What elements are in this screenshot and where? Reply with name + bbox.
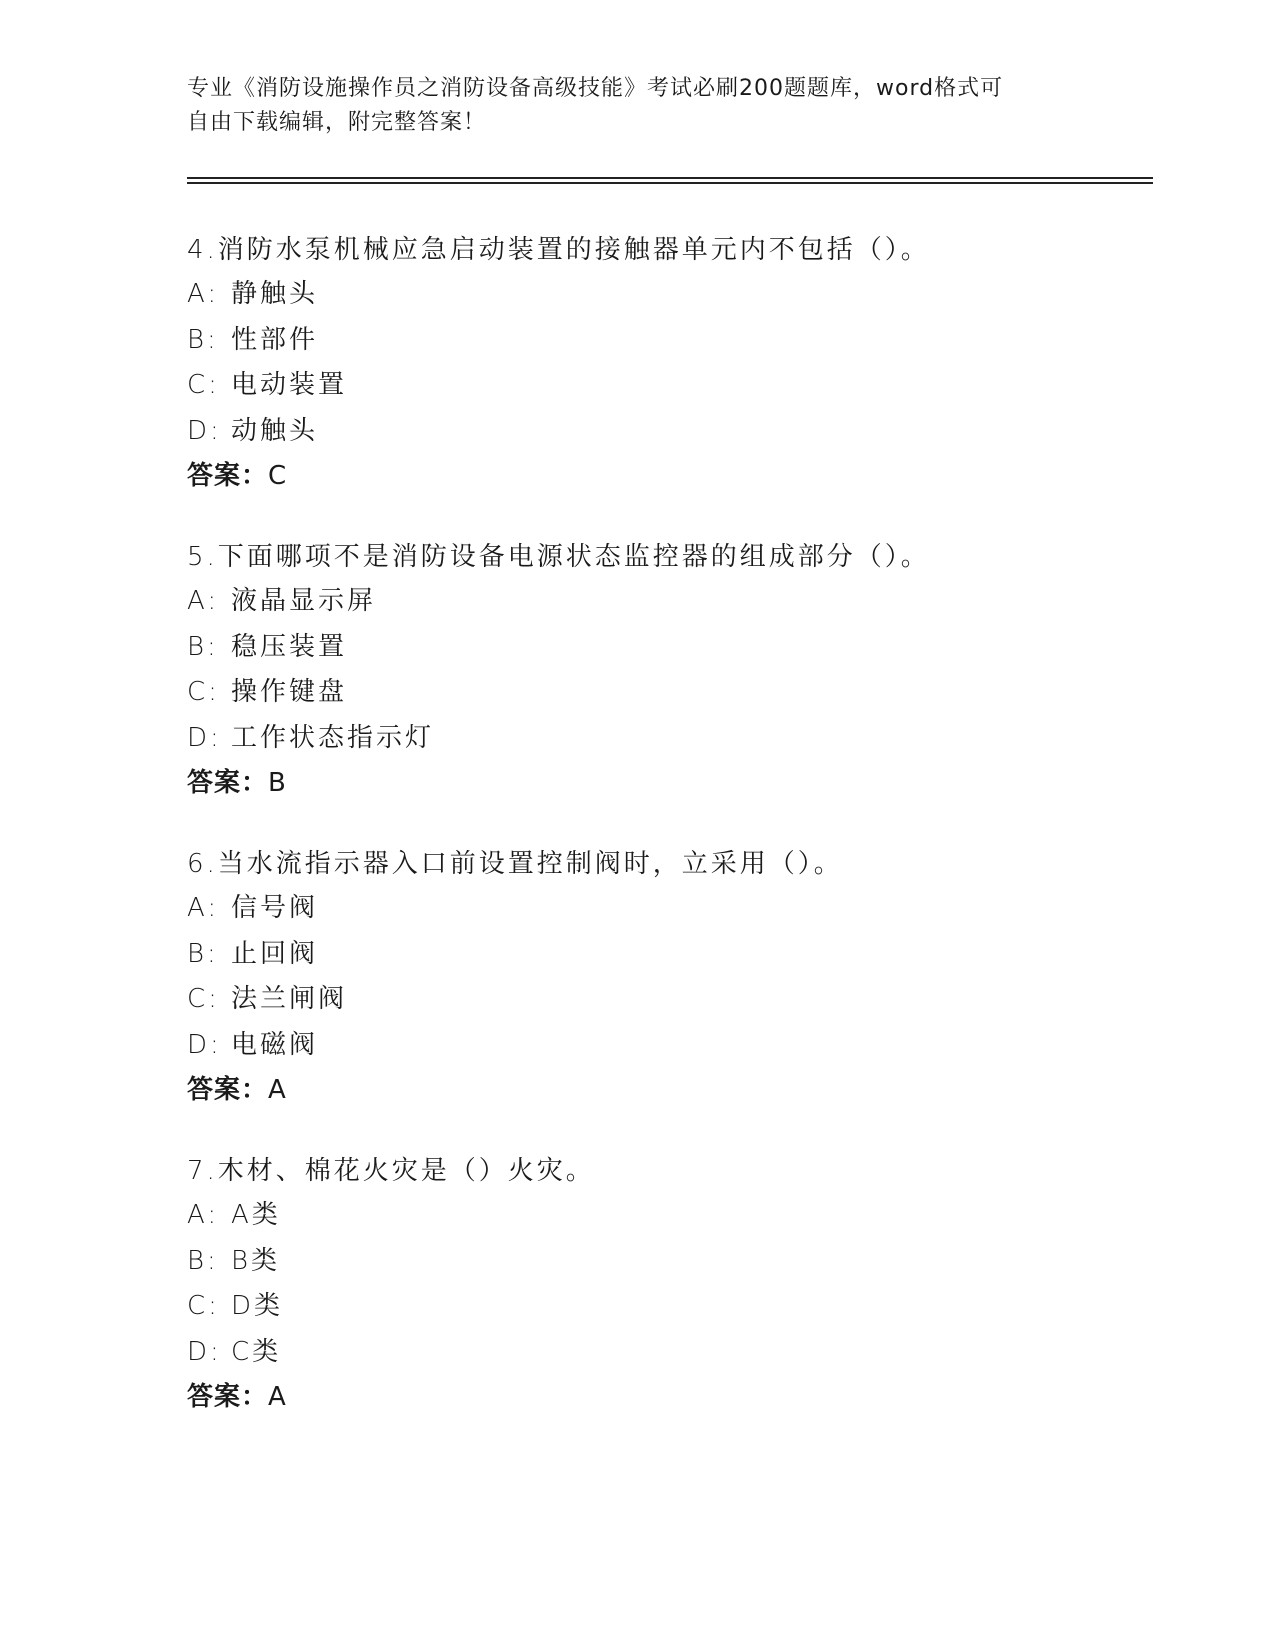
answer-line — [187, 454, 1153, 498]
option-text: 性部件 — [231, 324, 319, 355]
option-d — [187, 1023, 1153, 1069]
option-key: B: — [187, 938, 219, 969]
option-text: B类 — [231, 1245, 281, 1276]
option-key: D: — [187, 1029, 222, 1060]
option-text: 信号阀 — [231, 893, 319, 923]
question-5 — [187, 535, 1153, 805]
option-key: A: — [187, 1200, 220, 1230]
option-b — [187, 932, 1153, 978]
option-key: A: — [187, 279, 220, 309]
answer-value: A — [268, 1382, 287, 1412]
option-text: 静触头 — [231, 279, 319, 309]
answer-line — [187, 761, 1153, 805]
option-key: C: — [187, 370, 220, 400]
answer-value: C — [268, 461, 288, 491]
option-text: 电磁阀 — [231, 1029, 319, 1060]
option-key: D: — [187, 722, 222, 753]
option-key: C: — [187, 984, 220, 1014]
answer-line — [187, 1068, 1153, 1112]
question-title: 4.消防水泵机械应急启动装置的接触器单元内不包括（）。 — [187, 235, 930, 265]
question-title: 7.木材、棉花火灾是（）火灾。 — [187, 1156, 595, 1186]
option-text: 止回阀 — [231, 938, 319, 969]
option-c — [187, 670, 1153, 716]
option-b — [187, 1239, 1153, 1285]
option-a — [187, 1193, 1153, 1239]
option-a — [187, 579, 1153, 625]
option-key: B: — [187, 324, 219, 355]
option-a — [187, 886, 1153, 932]
option-key: D: — [187, 415, 222, 446]
option-d — [187, 1330, 1153, 1376]
question-4 — [187, 228, 1153, 498]
question-6 — [187, 842, 1153, 1112]
option-c — [187, 977, 1153, 1023]
answer-line — [187, 1375, 1153, 1419]
option-text: 法兰闸阀 — [231, 984, 348, 1014]
option-c — [187, 1284, 1153, 1330]
option-d — [187, 409, 1153, 455]
option-d — [187, 716, 1153, 762]
answer-label: 答案： — [187, 1382, 269, 1412]
option-text: 工作状态指示灯 — [231, 722, 435, 753]
option-a — [187, 272, 1153, 318]
option-text: C类 — [231, 1336, 282, 1367]
answer-label: 答案： — [187, 1075, 269, 1105]
answer-label: 答案： — [187, 461, 269, 491]
option-b — [187, 625, 1153, 671]
document-header — [187, 72, 1087, 140]
option-text: 操作键盘 — [231, 677, 348, 707]
option-b — [187, 318, 1153, 364]
option-text: D类 — [231, 1291, 284, 1321]
answer-value: A — [268, 1075, 287, 1105]
header-line-1: 专业《消防设施操作员之消防设备高级技能》考试必刷200题题库，word格式可 — [187, 76, 1004, 101]
option-c — [187, 363, 1153, 409]
option-text: 液晶显示屏 — [231, 586, 377, 616]
option-key: D: — [187, 1336, 222, 1367]
option-key: A: — [187, 893, 220, 923]
question-7 — [187, 1149, 1153, 1419]
question-title: 5.下面哪项不是消防设备电源状态监控器的组成部分（）。 — [187, 542, 930, 572]
answer-value: B — [268, 768, 287, 798]
option-text: 电动装置 — [231, 370, 348, 400]
option-key: B: — [187, 631, 219, 662]
option-key: C: — [187, 677, 220, 707]
option-text: 稳压装置 — [231, 631, 348, 662]
question-title: 6.当水流指示器入口前设置控制阀时，立采用（）。 — [187, 849, 843, 879]
option-key: B: — [187, 1245, 219, 1276]
header-divider-bottom — [187, 182, 1153, 184]
option-text: A类 — [231, 1200, 281, 1230]
option-text: 动触头 — [231, 415, 319, 446]
answer-label: 答案： — [187, 768, 269, 798]
header-line-2: 自由下载编辑，附完整答案！ — [187, 110, 487, 135]
option-key: A: — [187, 586, 220, 616]
option-key: C: — [187, 1291, 220, 1321]
header-divider-top — [187, 177, 1153, 179]
